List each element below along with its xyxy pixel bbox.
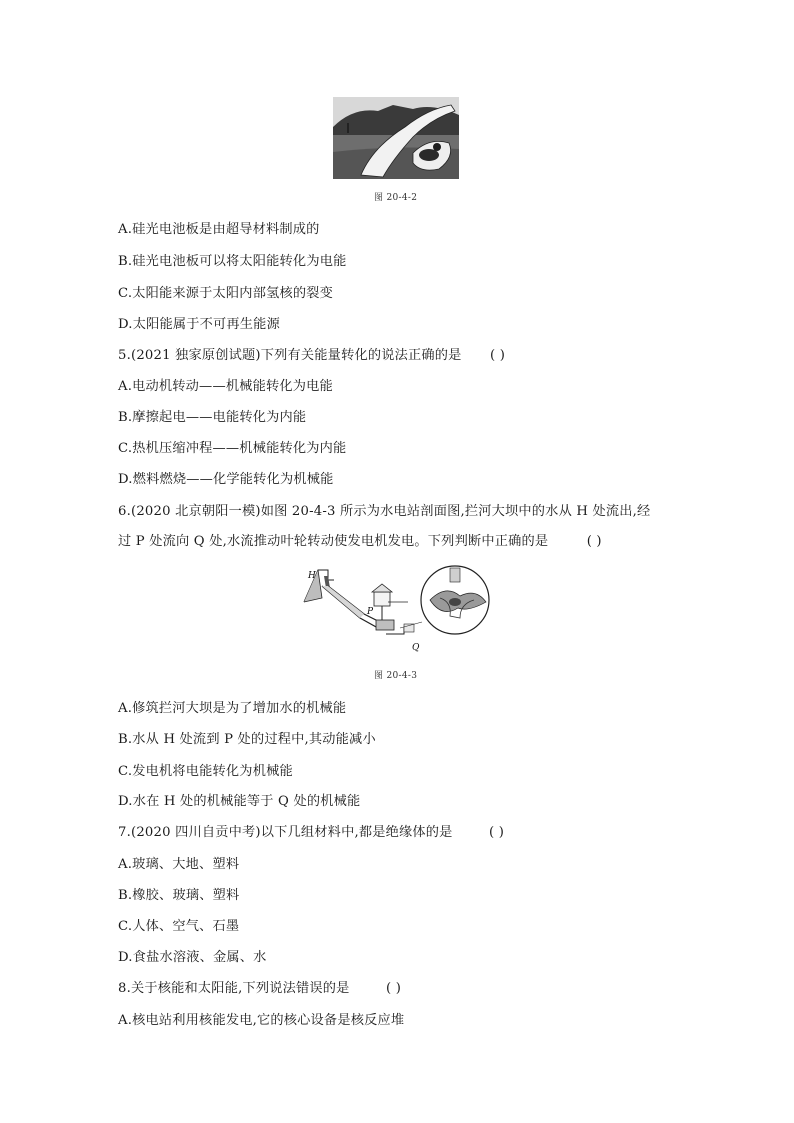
q6-option-b: B.水从 H 处流到 P 处的过程中,其动能减小	[118, 732, 376, 747]
label-q: Q	[412, 643, 420, 653]
q4-option-c: C.太阳能来源于太阳内部氢核的裂变	[118, 286, 334, 301]
q7-answer-blank: ( )	[488, 825, 505, 840]
label-p: P	[367, 607, 374, 617]
figure-caption: 图 20-4-2	[374, 193, 418, 203]
q6-stem-line1: 6.(2020 北京朝阳一模)如图 20-4-3 所示为水电站剖面图,拦河大坝中的水从 H 处流出,经	[118, 504, 651, 519]
hydropower-diagram-drawing	[300, 558, 500, 658]
q7-stem-text: 7.(2020 四川自贡中考)以下几组材料中,都是绝缘体的是	[118, 825, 453, 840]
q4-option-a: A.硅光电池板是由超导材料制成的	[118, 222, 320, 237]
q5-stem	[118, 344, 505, 363]
q6-option-a: A.修筑拦河大坝是为了增加水的机械能	[118, 701, 347, 716]
q5-option-a: A.电动机转动——机械能转化为电能	[118, 379, 333, 394]
q4-option-d: D.太阳能属于不可再生能源	[118, 317, 280, 332]
q7-option-a: A.玻璃、大地、塑料	[118, 857, 240, 872]
figure-caption: 图 20-4-3	[374, 671, 418, 681]
solar-chair-photo-drawing	[333, 97, 459, 179]
q6-option-c: C.发电机将电能转化为机械能	[118, 764, 293, 779]
q4-option-b: B.硅光电池板可以将太阳能转化为电能	[118, 254, 347, 269]
q8-option-a: A.核电站利用核能发电,它的核心设备是核反应堆	[118, 1013, 405, 1028]
q5-option-d: D.燃料燃烧——化学能转化为机械能	[118, 472, 334, 487]
q6-answer-blank: ( )	[586, 534, 602, 549]
q6-option-d: D.水在 H 处的机械能等于 Q 处的机械能	[118, 794, 361, 809]
q8-stem	[118, 977, 401, 996]
q7-option-c: C.人体、空气、石墨	[118, 919, 240, 934]
q6-stem-text: 过 P 处流向 Q 处,水流推动叶轮转动使发电机发电。下列判断中正确的是	[118, 534, 549, 549]
q7-option-d: D.食盐水溶液、金属、水	[118, 950, 267, 965]
q7-stem	[118, 821, 504, 840]
q6-stem-line2	[118, 530, 602, 549]
hydropower-diagram	[300, 558, 500, 658]
label-h: H	[308, 571, 316, 581]
q5-option-b: B.摩擦起电——电能转化为内能	[118, 410, 307, 425]
q5-answer-blank: ( )	[489, 348, 506, 363]
solar-chair-photo	[333, 97, 459, 179]
q5-stem-text: 5.(2021 独家原创试题)下列有关能量转化的说法正确的是	[118, 348, 462, 363]
q8-stem-text: 8.关于核能和太阳能,下列说法错误的是	[118, 981, 350, 996]
q8-answer-blank: ( )	[385, 981, 402, 996]
q7-option-b: B.橡胶、玻璃、塑料	[118, 888, 240, 903]
q5-option-c: C.热机压缩冲程——机械能转化为内能	[118, 441, 347, 456]
